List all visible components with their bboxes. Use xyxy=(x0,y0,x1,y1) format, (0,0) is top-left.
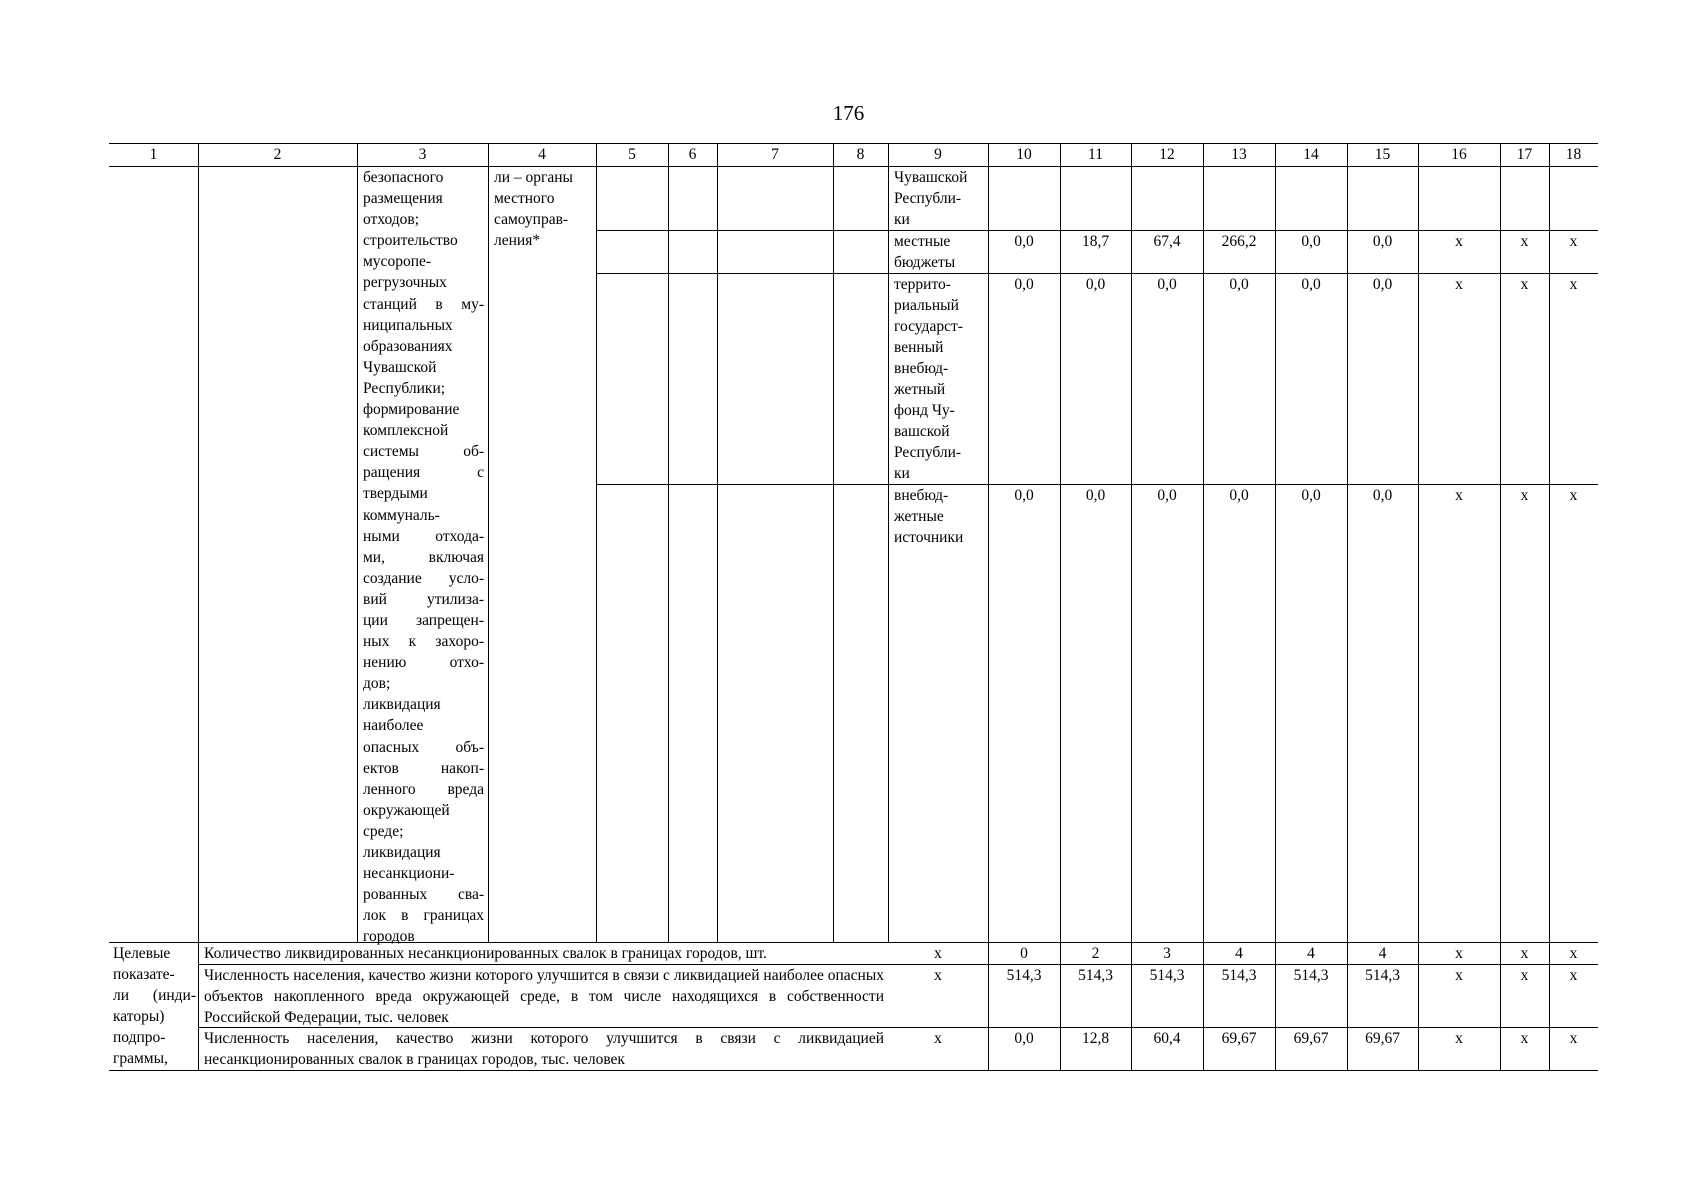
indicator-x-mark: x xyxy=(1455,945,1463,962)
indicator-value: 514,3 xyxy=(1149,967,1185,984)
funding-value: 0,0 xyxy=(1301,233,1321,250)
column-header-5: 5 xyxy=(628,146,636,163)
indicator-x-mark: x xyxy=(1455,967,1463,984)
column-divider xyxy=(488,143,489,942)
funding-value: 0,0 xyxy=(1014,487,1034,504)
funding-source: внебюд- жетные источники xyxy=(894,487,964,546)
column-divider xyxy=(357,143,358,942)
column-divider xyxy=(833,143,834,942)
funding-x-mark: x xyxy=(1455,487,1463,504)
indicator-value: 514,3 xyxy=(1078,967,1113,984)
funding-x-mark: x xyxy=(1520,487,1529,504)
funding-value: 0,0 xyxy=(1301,487,1321,504)
funding-value: 0,0 xyxy=(1229,276,1249,293)
indicator-x-mark: x xyxy=(1455,1030,1463,1047)
column-header-2: 2 xyxy=(273,146,282,163)
funding-source: местные бюджеты xyxy=(894,233,956,271)
funding-value: 18,7 xyxy=(1081,233,1110,250)
funding-x-mark: x xyxy=(1520,276,1529,293)
indicator-value: 514,3 xyxy=(1221,967,1257,984)
funding-x-mark: x xyxy=(1455,233,1463,250)
indicator-value: 0,0 xyxy=(1014,1030,1034,1047)
funding-x-mark: x xyxy=(1569,276,1578,293)
funding-value: 0,0 xyxy=(1085,276,1106,293)
indicator-x-mark: x xyxy=(1569,1030,1578,1047)
column-header-18: 18 xyxy=(1565,146,1582,163)
indicator-value: 2 xyxy=(1091,945,1100,962)
column-header-1: 1 xyxy=(149,146,158,163)
indicator-text: Численность населения, качество жизни которого улучшится в связи с ликвидацией наиболее опасных объектов накопленного вреда окружающей среде, в том числе находящихся в собственности Российской Федерации, тыс. человек xyxy=(204,967,884,1026)
funding-value: 0,0 xyxy=(1157,276,1177,293)
indicator-value: 69,67 xyxy=(1365,1030,1400,1047)
funding-x-mark: x xyxy=(1455,276,1463,293)
funding-x-mark: x xyxy=(1520,233,1529,250)
indicator-x-mark: x xyxy=(1520,945,1529,962)
funding-value: 0,0 xyxy=(1085,487,1106,504)
funding-x-mark: x xyxy=(1569,487,1578,504)
indicator-value: 69,67 xyxy=(1293,1030,1329,1047)
funding-x-mark: x xyxy=(1569,233,1578,250)
funding-source: террито- риальный государст- венный внебюд- жетный фонд Чу- вашской Республи- ки xyxy=(894,276,963,482)
column-divider xyxy=(596,143,597,942)
indicator-x-mark: x xyxy=(1520,967,1529,984)
column-header-10: 10 xyxy=(1016,146,1032,163)
indicator-value: 4 xyxy=(1307,945,1315,962)
column-header-16: 16 xyxy=(1451,146,1467,163)
indicator-x-mark: x xyxy=(1569,967,1578,984)
column-header-15: 15 xyxy=(1374,146,1391,163)
column-header-17: 17 xyxy=(1516,146,1533,163)
indicator-value: 514,3 xyxy=(1293,967,1329,984)
page-number: 176 xyxy=(832,101,865,125)
column-header-4: 4 xyxy=(538,146,546,163)
indicators-label: Целевые показате- ли (инди- каторы) подпро- граммы, xyxy=(113,945,196,1067)
indicator-value: 4 xyxy=(1235,945,1243,962)
funding-value: 0,0 xyxy=(1014,233,1034,250)
column-header-12: 12 xyxy=(1159,146,1175,163)
indicator-value: 4 xyxy=(1378,945,1387,962)
column-header-9: 9 xyxy=(934,146,942,163)
indicator-value: 514,3 xyxy=(1365,967,1400,984)
funding-value: 67,4 xyxy=(1153,233,1181,250)
column-4-text: ли – органы местного самоуправ- ления* xyxy=(494,169,573,249)
column-header-11: 11 xyxy=(1088,146,1103,163)
indicator-value: 60,4 xyxy=(1153,1030,1181,1047)
indicator-value: 514,3 xyxy=(1006,967,1042,984)
indicator-text: Численность населения, качество жизни которого улучшится в связи с ликвидацией несанкционированных свалок в границах городов, тыс. человек xyxy=(204,1030,884,1068)
column-divider xyxy=(668,143,669,942)
funding-value: 0,0 xyxy=(1301,276,1321,293)
funding-value: 0,0 xyxy=(1157,487,1177,504)
funding-value: 0,0 xyxy=(1014,276,1034,293)
funding-source: Чувашской Республи- ки xyxy=(894,169,968,228)
column-header-3: 3 xyxy=(418,146,427,163)
indicator-value: 12,8 xyxy=(1081,1030,1110,1047)
column-divider xyxy=(198,143,199,1070)
column-divider xyxy=(717,143,718,942)
funding-value: 0,0 xyxy=(1372,487,1393,504)
column-header-14: 14 xyxy=(1303,146,1319,163)
indicator-x-mark: x xyxy=(934,1030,942,1047)
header-bottom-border xyxy=(109,166,1598,167)
indicator-x-mark: x xyxy=(1520,1030,1529,1047)
funding-value: 266,2 xyxy=(1221,233,1257,250)
table-bottom-border xyxy=(109,1070,1598,1071)
indicator-value: 3 xyxy=(1163,945,1171,962)
column-divider xyxy=(888,143,889,942)
indicator-x-mark: x xyxy=(1569,945,1578,962)
indicator-text: Количество ликвидированных несанкционированных свалок в границах городов, шт. xyxy=(204,945,767,962)
funding-value: 0,0 xyxy=(1372,276,1393,293)
column-header-7: 7 xyxy=(771,146,779,163)
column-header-13: 13 xyxy=(1231,146,1247,163)
indicator-value: 69,67 xyxy=(1221,1030,1257,1047)
indicator-x-mark: x xyxy=(934,967,942,984)
column-3-text: безопасного размещения отходов; строительство мусоропе- регрузочных станций в му- ниципальных образованиях Чувашской Республики; формирование комплексной системы об- ращения с твердыми коммуналь- ными отхода- ми, включая создание усло- вий утилиза- ции запрещен- ных к захоро- нению отхо- дов; ликвидация наиболее опасных объ- ектов накоп- ленного вреда окружающей среде; ликвидация несанкциони- рованных сва- лок в границах городов xyxy=(363,169,484,946)
column-header-8: 8 xyxy=(856,146,865,163)
funding-value: 0,0 xyxy=(1372,233,1393,250)
indicator-x-mark: x xyxy=(934,945,942,962)
funding-value: 0,0 xyxy=(1229,487,1249,504)
indicator-value: 0 xyxy=(1020,945,1028,962)
column-header-6: 6 xyxy=(688,146,697,163)
